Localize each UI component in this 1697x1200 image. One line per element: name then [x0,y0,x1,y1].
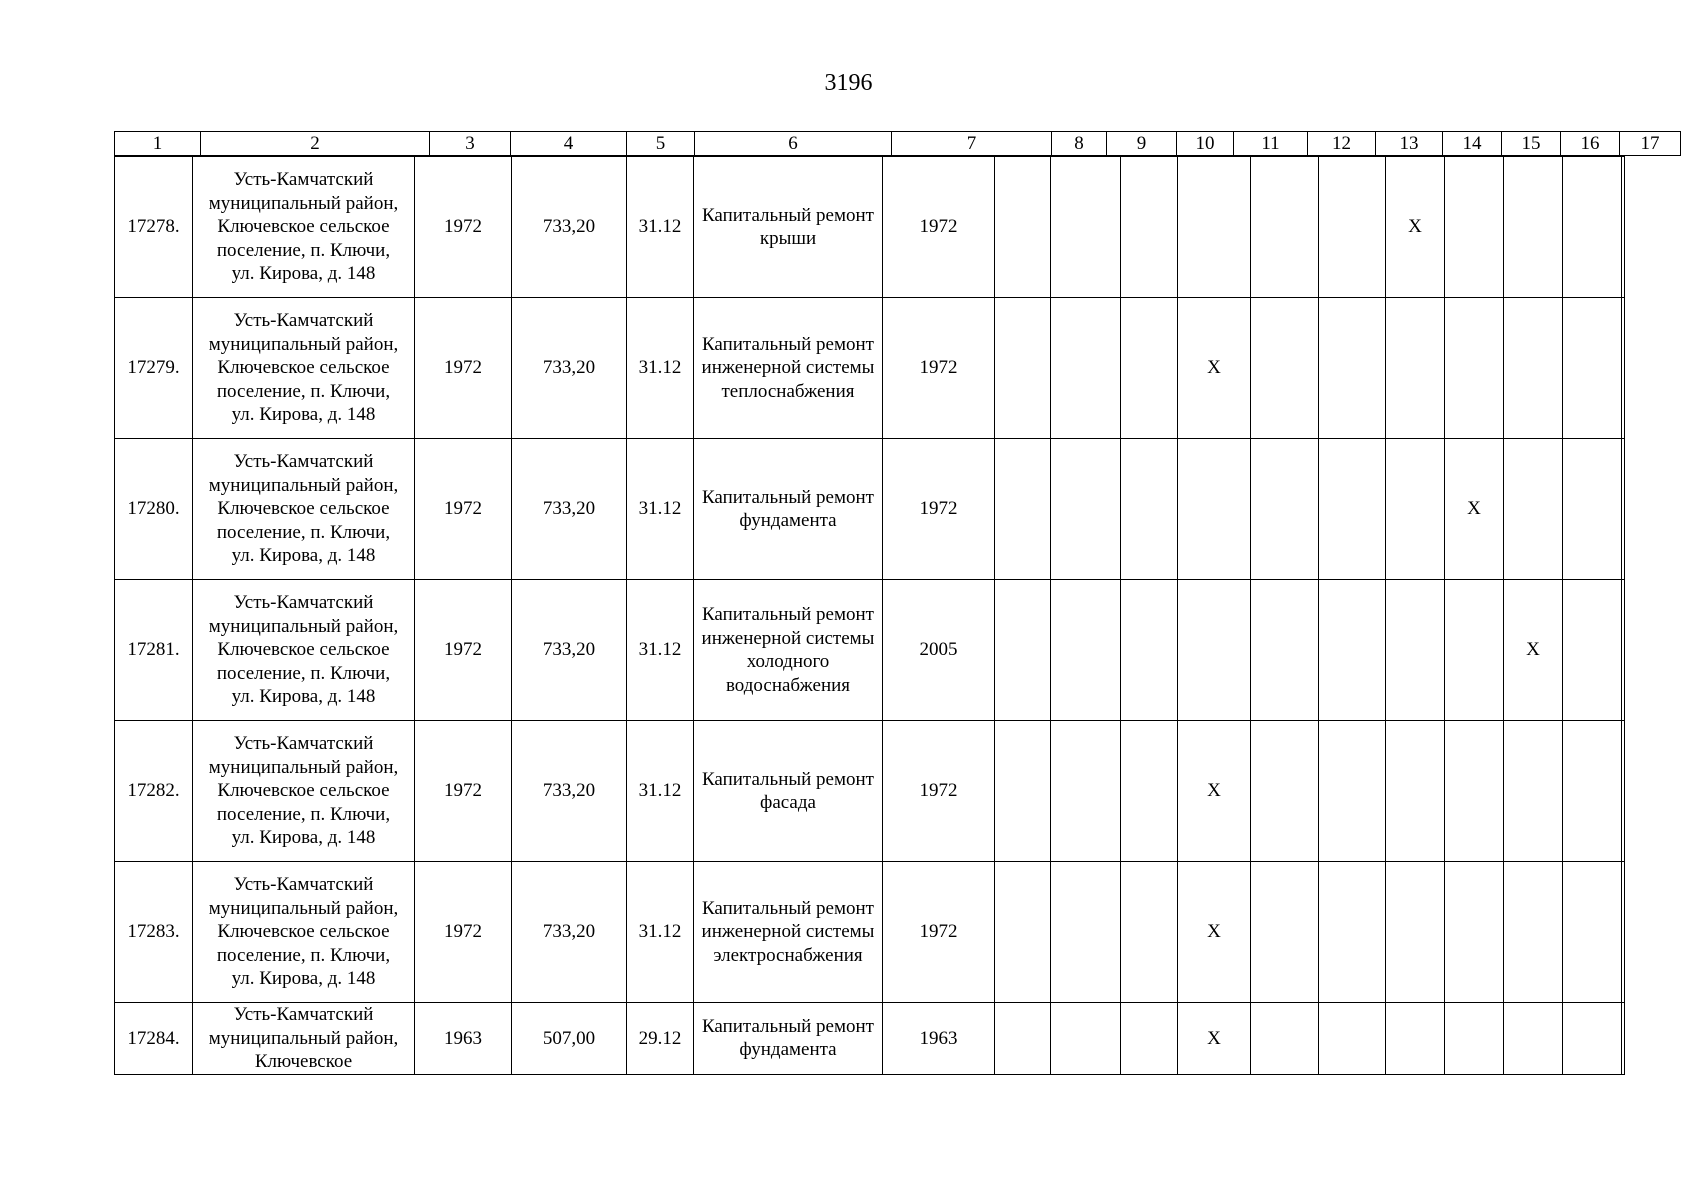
work-type-cell: Капитальный ремонт крыши [694,157,883,298]
planned-period-mark-cell: X [1445,439,1504,580]
address-cell: Усть-Камчатский муниципальный район, Ключевское сельское поселение, п. Ключи, ул. Кирова, д. 148 [193,298,415,439]
planned-period-mark-cell [1251,862,1319,1003]
planned-period-mark-cell [1121,157,1178,298]
planned-period-mark-cell [1051,580,1121,721]
column-header-cell: 13 [1376,132,1443,156]
planned-period-mark-cell [1504,439,1563,580]
address-cell: Усть-Камчатский муниципальный район, Ключевское [193,1003,415,1075]
address-cell: Усть-Камчатский муниципальный район, Ключевское сельское поселение, п. Ключи, ул. Кирова, д. 148 [193,721,415,862]
work-type-cell: Капитальный ремонт инженерной системы электроснабжения [694,862,883,1003]
planned-period-mark-cell [1445,580,1504,721]
planned-period-mark-cell [1445,157,1504,298]
planned-period-mark-cell [1622,439,1625,580]
planned-period-mark-cell [1251,580,1319,721]
table-row [115,862,1625,1003]
planned-period-mark-cell [1386,298,1445,439]
planned-period-mark-cell [1386,721,1445,862]
last-repair-year-cell: 1972 [883,439,995,580]
planned-period-mark-cell [1051,157,1121,298]
address-cell: Усть-Камчатский муниципальный район, Ключевское сельское поселение, п. Ключи, ул. Кирова, д. 148 [193,439,415,580]
column-header-cell: 16 [1561,132,1620,156]
date-cell: 31.12 [627,721,694,862]
planned-period-mark-cell [1504,1003,1563,1075]
planned-period-mark-cell [1445,1003,1504,1075]
work-type-cell: Капитальный ремонт инженерной системы холодного водоснабжения [694,580,883,721]
planned-period-mark-cell: X [1178,721,1251,862]
planned-period-mark-cell [1319,1003,1386,1075]
planned-period-mark-cell [1563,1003,1622,1075]
date-cell: 31.12 [627,862,694,1003]
commission-year-cell: 1972 [415,157,512,298]
planned-period-mark-cell [1563,439,1622,580]
last-repair-year-cell: 1972 [883,721,995,862]
work-type-cell: Капитальный ремонт фундамента [694,439,883,580]
area-cell: 733,20 [512,862,627,1003]
commission-year-cell: 1963 [415,1003,512,1075]
planned-period-mark-cell [995,157,1051,298]
row-number-cell: 17280. [115,439,193,580]
header-row [115,132,1681,156]
planned-period-mark-cell [1121,580,1178,721]
planned-period-mark-cell [1051,439,1121,580]
planned-period-mark-cell: X [1504,580,1563,721]
planned-period-mark-cell: X [1178,1003,1251,1075]
planned-period-mark-cell [995,1003,1051,1075]
table-row [115,580,1625,721]
table-body [114,156,1625,1075]
last-repair-year-cell: 1972 [883,298,995,439]
area-cell: 507,00 [512,1003,627,1075]
area-cell: 733,20 [512,721,627,862]
planned-period-mark-cell [1251,439,1319,580]
planned-period-mark-cell [1386,580,1445,721]
date-cell: 31.12 [627,157,694,298]
last-repair-year-cell: 2005 [883,580,995,721]
commission-year-cell: 1972 [415,580,512,721]
commission-year-cell: 1972 [415,862,512,1003]
column-header-cell: 6 [695,132,892,156]
planned-period-mark-cell [1386,862,1445,1003]
area-cell: 733,20 [512,157,627,298]
column-header-cell: 15 [1502,132,1561,156]
planned-period-mark-cell [1178,439,1251,580]
commission-year-cell: 1972 [415,721,512,862]
planned-period-mark-cell [1051,862,1121,1003]
planned-period-mark-cell [1563,721,1622,862]
work-type-cell: Капитальный ремонт фундамента [694,1003,883,1075]
date-cell: 31.12 [627,298,694,439]
planned-period-mark-cell [1622,1003,1625,1075]
planned-period-mark-cell [1178,157,1251,298]
planned-period-mark-cell [1051,1003,1121,1075]
column-header-cell: 14 [1443,132,1502,156]
planned-period-mark-cell [1504,721,1563,862]
work-type-cell: Капитальный ремонт фасада [694,721,883,862]
planned-period-mark-cell [1445,862,1504,1003]
planned-period-mark-cell [995,580,1051,721]
planned-period-mark-cell [1622,157,1625,298]
column-header-cell: 3 [430,132,511,156]
planned-period-mark-cell [1504,862,1563,1003]
table-row [115,721,1625,862]
planned-period-mark-cell [1445,298,1504,439]
planned-period-mark-cell [1563,298,1622,439]
area-cell: 733,20 [512,439,627,580]
row-number-cell: 17278. [115,157,193,298]
planned-period-mark-cell [995,298,1051,439]
page-number: 3196 [824,70,873,96]
column-header-cell: 9 [1107,132,1177,156]
planned-period-mark-cell [1121,1003,1178,1075]
area-cell: 733,20 [512,580,627,721]
commission-year-cell: 1972 [415,298,512,439]
last-repair-year-cell: 1972 [883,862,995,1003]
column-header-cell: 10 [1177,132,1234,156]
table-row [115,157,1625,298]
table-row [115,1003,1625,1075]
column-header-cell: 17 [1620,132,1681,156]
column-header-cell: 4 [511,132,627,156]
column-header-cell: 2 [201,132,430,156]
planned-period-mark-cell [1504,298,1563,439]
last-repair-year-cell: 1972 [883,157,995,298]
planned-period-mark-cell [1445,721,1504,862]
planned-period-mark-cell [1319,298,1386,439]
planned-period-mark-cell [1319,862,1386,1003]
table-row [115,298,1625,439]
date-cell: 31.12 [627,580,694,721]
column-header-cell: 1 [115,132,201,156]
column-header-cell: 7 [892,132,1052,156]
planned-period-mark-cell [1121,439,1178,580]
column-header-cell: 12 [1308,132,1376,156]
planned-period-mark-cell [1251,1003,1319,1075]
planned-period-mark-cell [1251,721,1319,862]
row-number-cell: 17284. [115,1003,193,1075]
planned-period-mark-cell [1121,721,1178,862]
planned-period-mark-cell [1563,157,1622,298]
last-repair-year-cell: 1963 [883,1003,995,1075]
planned-period-mark-cell [1563,580,1622,721]
repair-schedule-table [114,131,1660,1075]
planned-period-mark-cell [1504,157,1563,298]
planned-period-mark-cell [1251,298,1319,439]
planned-period-mark-cell [1622,580,1625,721]
row-number-cell: 17283. [115,862,193,1003]
planned-period-mark-cell [1051,298,1121,439]
row-number-cell: 17282. [115,721,193,862]
planned-period-mark-cell [1622,298,1625,439]
planned-period-mark-cell [1319,721,1386,862]
planned-period-mark-cell [1622,862,1625,1003]
planned-period-mark-cell: X [1178,862,1251,1003]
work-type-cell: Капитальный ремонт инженерной системы теплоснабжения [694,298,883,439]
planned-period-mark-cell: X [1386,157,1445,298]
planned-period-mark-cell [1386,1003,1445,1075]
planned-period-mark-cell [1563,862,1622,1003]
area-cell: 733,20 [512,298,627,439]
planned-period-mark-cell [1251,157,1319,298]
row-number-cell: 17279. [115,298,193,439]
table-row [115,439,1625,580]
address-cell: Усть-Камчатский муниципальный район, Ключевское сельское поселение, п. Ключи, ул. Кирова, д. 148 [193,157,415,298]
planned-period-mark-cell [995,862,1051,1003]
date-cell: 29.12 [627,1003,694,1075]
planned-period-mark-cell: X [1178,298,1251,439]
planned-period-mark-cell [1386,439,1445,580]
planned-period-mark-cell [995,721,1051,862]
date-cell: 31.12 [627,439,694,580]
planned-period-mark-cell [1319,439,1386,580]
planned-period-mark-cell [1622,721,1625,862]
planned-period-mark-cell [1121,862,1178,1003]
planned-period-mark-cell [1121,298,1178,439]
column-number-header [114,131,1681,156]
column-header-cell: 8 [1052,132,1107,156]
column-header-cell: 11 [1234,132,1308,156]
address-cell: Усть-Камчатский муниципальный район, Ключевское сельское поселение, п. Ключи, ул. Кирова, д. 148 [193,862,415,1003]
planned-period-mark-cell [1319,580,1386,721]
row-number-cell: 17281. [115,580,193,721]
planned-period-mark-cell [1319,157,1386,298]
planned-period-mark-cell [1051,721,1121,862]
planned-period-mark-cell [995,439,1051,580]
address-cell: Усть-Камчатский муниципальный район, Ключевское сельское поселение, п. Ключи, ул. Кирова, д. 148 [193,580,415,721]
commission-year-cell: 1972 [415,439,512,580]
planned-period-mark-cell [1178,580,1251,721]
column-header-cell: 5 [627,132,695,156]
